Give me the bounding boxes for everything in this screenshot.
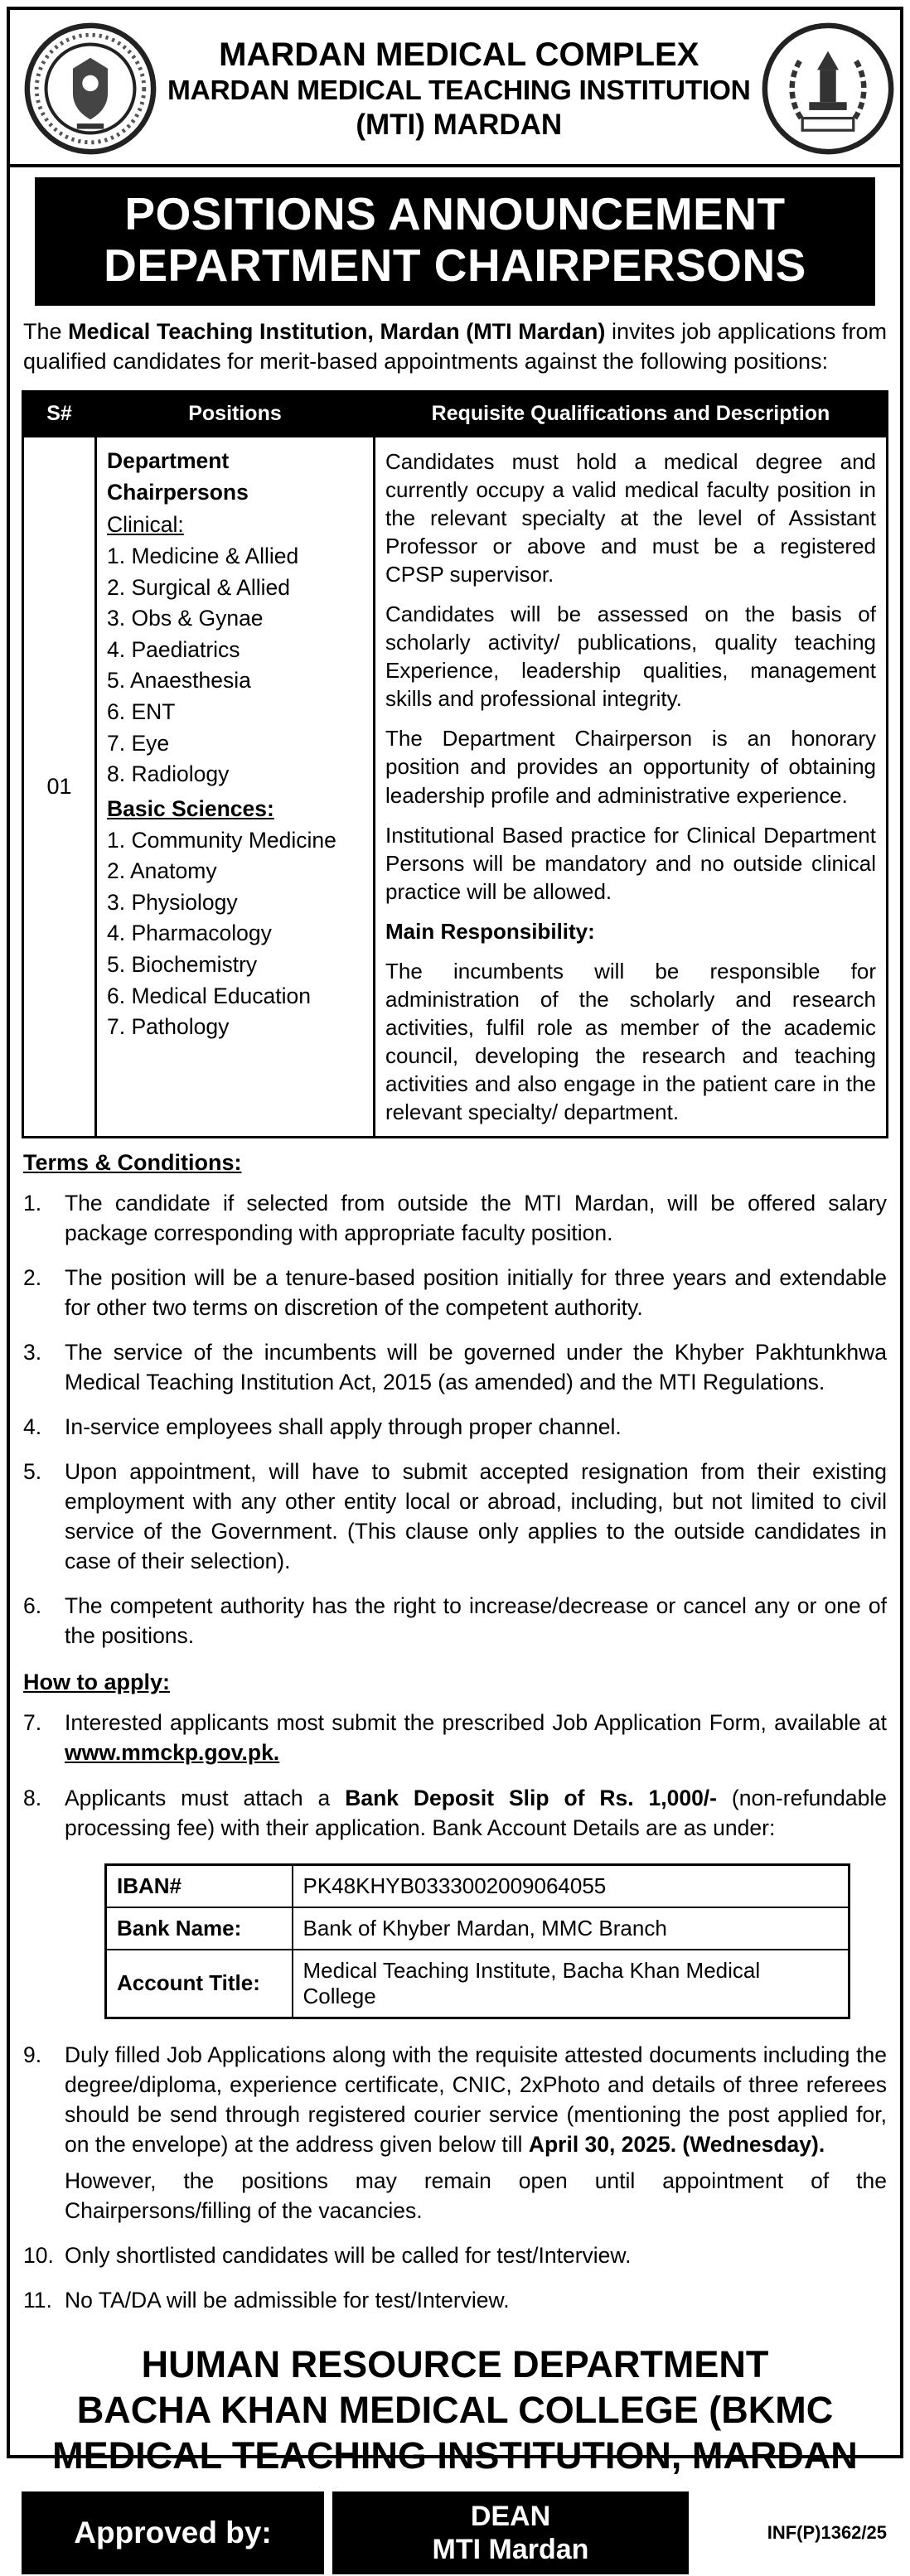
inf-reference-number: INF(P)1362/25 — [767, 2522, 887, 2544]
qualifications-para: Institutional Based practice for Clinical Department Persons will be mandatory and no outside clinical practice will be allowed. — [385, 822, 876, 904]
bank-name-value: Bank of Khyber Mardan, MMC Branch — [293, 1907, 849, 1950]
dean-title: DEAN — [470, 2500, 551, 2532]
main-responsibility-label: Main Responsibility: — [385, 918, 595, 944]
how-to-apply-heading: How to apply: — [23, 1670, 170, 1695]
dean-org: MTI Mardan — [432, 2534, 589, 2566]
serial-number-cell: 01 — [23, 437, 96, 1138]
intro-post: invites job applications from qualified candidates for merit-based appointments against the following positions: — [23, 319, 887, 375]
list-item: 3. Obs & Gynae — [107, 606, 264, 631]
intro-institution-name: Medical Teaching Institution, Mardan (MTI Mardan) — [68, 319, 606, 345]
clinical-label: Clinical: — [107, 512, 184, 538]
bank-name-label: Bank Name: — [106, 1907, 293, 1950]
term-number: 11. — [23, 2287, 52, 2313]
mmc-emblem-icon — [23, 22, 157, 156]
footer — [22, 2342, 888, 2479]
list-item: 2. Surgical & Allied — [107, 574, 290, 600]
footer-line3: MEDICAL TEACHING INSTITUTION, MARDAN — [52, 2433, 858, 2477]
ad-frame — [7, 7, 903, 2566]
term-text: Only shortlisted candidates will be called for test/Interview. — [65, 2242, 632, 2268]
term-text: The position will be a tenure-based position initially for three years and extendable for other two terms on discretion of the competent authority. — [65, 1265, 887, 1321]
term-number: 8. — [23, 1785, 42, 1810]
apply-step-8-post: (non-refundable processing fee) with their application. Bank Account Details are as under: — [65, 1785, 887, 1840]
term-number: 7. — [23, 1710, 42, 1736]
col-header-qualifications: Requisite Qualifications and Description — [375, 392, 888, 437]
apply-step-7-text: Interested applicants most submit the prescribed Job Application Form, available at — [65, 1710, 887, 1736]
account-title-value: Medical Teaching Institute, Bacha Khan Medical College — [293, 1950, 849, 2018]
list-item: 7. Pathology — [107, 1014, 230, 1040]
header — [22, 17, 888, 164]
org-title-line3: (MTI) MARDAN — [356, 108, 563, 141]
qualifications-para: The Department Chairperson is an honorary position and provides an opportunity of obtaining leadership profile and administrative experience. — [385, 726, 876, 808]
list-item: 6. Medical Education — [107, 983, 312, 1008]
apply-step-9 — [23, 2040, 887, 2226]
term-number: 6. — [23, 1593, 42, 1619]
term-text — [65, 2040, 887, 2226]
list-item: 5. Anaesthesia — [107, 668, 251, 694]
table-row — [106, 1907, 849, 1950]
list-item: 4. Paediatrics — [107, 636, 240, 662]
apply-step-9-pre: Duly filled Job Applications along with the requisite attested documents including the degree/diploma, experience certificate, CNIC, 2xPhoto and details of three referees should be send through registered courier service (mentioning the post applied for, on the envelope) at the address given below till — [65, 2042, 887, 2157]
positions-heading: Department Chairpersons — [107, 448, 249, 505]
bank-deposit-slip-text: Bank Deposit Slip of Rs. 1,000/- — [345, 1785, 717, 1810]
positions-table — [22, 390, 888, 1138]
term-item-2 — [23, 1263, 887, 1322]
term-text — [65, 1783, 887, 1843]
list-item: 7. Eye — [107, 730, 170, 756]
footer-line2: BACHA KHAN MEDICAL COLLEGE (BKMC — [76, 2388, 834, 2431]
approved-by-box: Approved by: — [22, 2491, 324, 2574]
term-text — [65, 1708, 887, 1767]
term-number: 3. — [23, 1340, 42, 1365]
application-form-link[interactable]: www.mmckp.gov.pk. — [65, 1740, 280, 1766]
apply-step-11 — [23, 2285, 887, 2315]
iban-value: PK48KHYB0333002009064055 — [293, 1864, 849, 1907]
qualifications-para: Candidates will be assessed on the basis of scholarly activity/ publications, quality teaching Experience, leadership qualities, management skills and professional integrity. — [385, 602, 876, 712]
term-item-3 — [23, 1337, 887, 1397]
term-item-5 — [23, 1457, 887, 1576]
header-titles — [167, 36, 751, 142]
apply-step-8 — [23, 1783, 887, 1843]
table-row — [106, 1950, 849, 2018]
term-text: The candidate if selected from outside the MTI Mardan, will be offered salary package corresponding with appropriate faculty position. — [65, 1191, 887, 1246]
positions-cell — [96, 437, 375, 1138]
deadline-date-text: April 30, 2025. (Wednesday). — [528, 2131, 825, 2157]
bank-details-table — [104, 1863, 850, 2019]
intro-pre: The — [23, 319, 69, 345]
table-row — [106, 1864, 849, 1907]
header-divider — [10, 164, 900, 167]
list-item: 4. Pharmacology — [107, 921, 272, 946]
term-text: No TA/DA will be admissible for test/Interview. — [65, 2287, 510, 2313]
term-number: 10. — [23, 2242, 54, 2268]
term-text: The competent authority has the right to increase/decrease or cancel any or one of the positions. — [65, 1593, 887, 1649]
terms-heading: Terms & Conditions: — [23, 1150, 242, 1176]
qualifications-para: The incumbents will be responsible for administration of the scholarly and research activities, fulfil role as member of the academic council, developing the research and teaching activities and also engage in the patient care in the relevant specialty/ department. — [385, 958, 876, 1124]
term-number: 2. — [23, 1265, 42, 1291]
col-header-sno: S# — [23, 392, 96, 437]
col-header-positions: Positions — [96, 392, 375, 437]
table-header-row — [23, 392, 888, 437]
banner-line1: POSITIONS ANNOUNCEMENT — [124, 188, 786, 239]
term-number: 9. — [23, 2042, 42, 2067]
apply-step-10 — [23, 2240, 887, 2270]
term-text: The service of the incumbents will be governed under the Khyber Pakhtunkhwa Medical Teaching Institution Act, 2015 (as amended) and the MTI Regulations. — [65, 1340, 887, 1395]
list-item: 1. Community Medicine — [107, 827, 336, 853]
list-item: 2. Anatomy — [107, 858, 217, 884]
qualifications-cell — [375, 437, 888, 1138]
table-row — [23, 437, 888, 1138]
banner-line2: DEPARTMENT CHAIRPERSONS — [104, 239, 806, 291]
intro-paragraph — [23, 317, 887, 377]
account-title-label: Account Title: — [106, 1950, 293, 2018]
apply-step-7 — [23, 1708, 887, 1767]
term-text: In-service employees shall apply through proper channel. — [65, 1414, 622, 1440]
term-text: Upon appointment, will have to submit accepted resignation from their existing employment with any other entity local or abroad, including, but not limited to civil service of the Government. (This clause only applies to the outside candidates in case of their selection). — [65, 1459, 887, 1574]
list-item: 8. Radiology — [107, 761, 230, 787]
list-item: 1. Medicine & Allied — [107, 543, 299, 568]
term-item-6 — [23, 1591, 887, 1650]
org-title-line2: MARDAN MEDICAL TEACHING INSTITUTION — [167, 75, 751, 107]
list-item: 5. Biochemistry — [107, 952, 258, 977]
term-item-4 — [23, 1412, 887, 1442]
org-title-line1: MARDAN MEDICAL COMPLEX — [219, 36, 699, 73]
kp-govt-emblem-icon — [761, 22, 895, 156]
apply-step-9-note: However, the positions may remain open until appointment of the Chairpersons/filling of the vacancies. — [65, 2168, 887, 2223]
iban-label: IBAN# — [106, 1864, 293, 1907]
qualifications-para: Candidates must hold a medical degree and currently occupy a valid medical faculty position in the relevant specialty at the level of Assistant Professor or above and must be a registered CPSP supervisor. — [385, 449, 876, 587]
basic-sciences-label: Basic Sciences: — [107, 795, 274, 821]
dean-signature-box — [332, 2491, 689, 2574]
term-number: 5. — [23, 1459, 42, 1485]
bottom-strip — [22, 2491, 888, 2576]
term-number: 1. — [23, 1191, 42, 1216]
apply-step-8-pre: Applicants must attach a — [65, 1785, 346, 1810]
footer-line1: HUMAN RESOURCE DEPARTMENT — [141, 2342, 769, 2385]
list-item: 6. ENT — [107, 699, 176, 724]
list-item: 3. Physiology — [107, 889, 238, 915]
announcement-banner — [35, 177, 875, 306]
term-item-1 — [23, 1188, 887, 1248]
term-number: 4. — [23, 1414, 42, 1440]
